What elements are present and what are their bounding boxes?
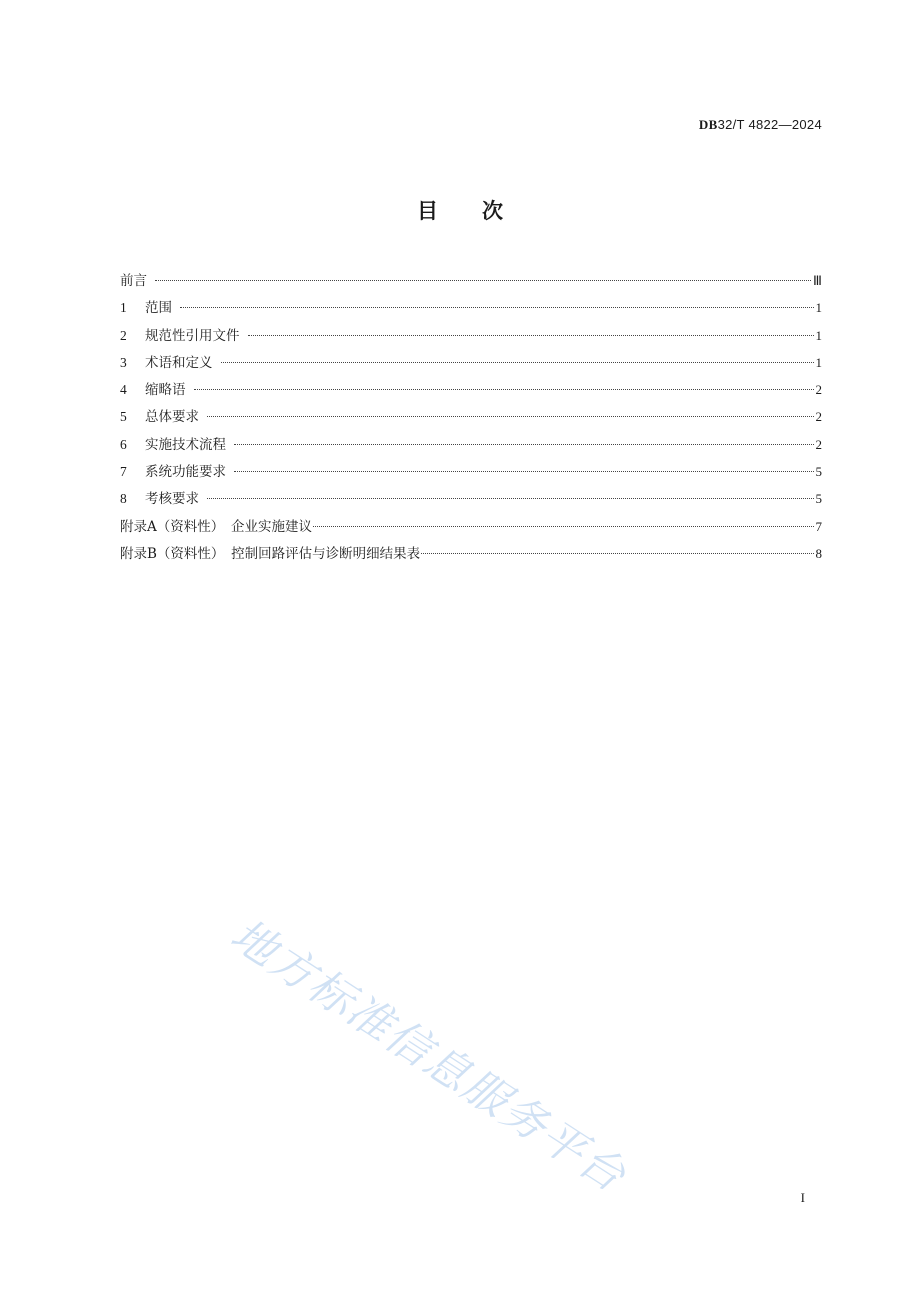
toc-dot-leader xyxy=(207,416,814,417)
toc-entry-number: 8 xyxy=(120,491,127,507)
toc-dot-leader xyxy=(180,307,814,308)
toc-entry-label: 系统功能要求 xyxy=(145,464,226,481)
toc-entry-label: 术语和定义 xyxy=(145,354,213,371)
toc-entry-page: 2 xyxy=(815,409,822,425)
standard-prefix: DB xyxy=(698,117,718,132)
toc-dot-leader xyxy=(194,389,814,390)
toc-entry-page: 2 xyxy=(815,382,822,398)
toc-entry-page: 1 xyxy=(815,327,822,343)
toc-entry-1[interactable] xyxy=(120,298,822,325)
toc-entry-8[interactable] xyxy=(120,489,822,516)
table-of-contents xyxy=(120,271,822,571)
toc-entry-label: 附录B（资料性） 控制回路评估与诊断明细结果表 xyxy=(120,545,421,562)
toc-entry-number: 4 xyxy=(120,382,127,398)
toc-entry-label: 考核要求 xyxy=(145,491,199,508)
toc-entry-number: 2 xyxy=(120,327,127,343)
toc-entry-label: 范围 xyxy=(145,300,172,317)
toc-entry-number: 3 xyxy=(120,354,127,370)
toc-entry-number: 5 xyxy=(120,409,127,425)
toc-entry-page: 2 xyxy=(815,436,822,452)
toc-entry-label: 总体要求 xyxy=(145,409,199,426)
toc-entry-label: 缩略语 xyxy=(145,382,186,399)
toc-entry-label: 实施技术流程 xyxy=(145,436,226,453)
toc-entry-3[interactable] xyxy=(120,353,822,380)
toc-dot-leader xyxy=(221,362,814,363)
toc-entry-6[interactable] xyxy=(120,435,822,462)
standard-code: 32/T 4822—2024 xyxy=(717,117,822,132)
toc-dot-leader xyxy=(234,444,814,445)
page-title: 目次 xyxy=(417,199,547,223)
toc-entry-label: 附录A（资料性） 企业实施建议 xyxy=(120,518,312,535)
toc-entry-5[interactable] xyxy=(120,407,822,434)
toc-entry-label: 前言 xyxy=(120,273,147,289)
toc-entry-appendix-b[interactable] xyxy=(120,544,822,571)
toc-dot-leader xyxy=(207,498,814,499)
toc-entry-page: 7 xyxy=(815,518,822,534)
toc-entry-label: 规范性引用文件 xyxy=(145,327,240,344)
toc-entry-number: 1 xyxy=(120,300,127,316)
toc-entry-appendix-a[interactable] xyxy=(120,517,822,544)
toc-entry-page: 5 xyxy=(815,491,822,507)
toc-entry-page: 1 xyxy=(815,354,822,370)
standard-number xyxy=(699,117,822,133)
toc-entry-page: Ⅲ xyxy=(813,273,822,288)
toc-entry-7[interactable] xyxy=(120,462,822,489)
toc-dot-leader xyxy=(155,280,811,281)
toc-entry-page: 5 xyxy=(815,464,822,480)
toc-entry-2[interactable] xyxy=(120,326,822,353)
toc-dot-leader xyxy=(313,526,814,527)
watermark: 地方标准信息服务平台 xyxy=(221,909,636,1203)
toc-entry-number: 6 xyxy=(120,436,127,452)
toc-dot-leader xyxy=(248,335,814,336)
toc-entry-page: 1 xyxy=(815,300,822,316)
toc-dot-leader xyxy=(234,471,814,472)
toc-entry-number: 7 xyxy=(120,464,127,480)
page-number: I xyxy=(800,1190,805,1205)
toc-entry-foreword[interactable] xyxy=(120,271,822,298)
toc-entry-4[interactable] xyxy=(120,380,822,407)
toc-dot-leader xyxy=(421,553,813,554)
toc-entry-page: 8 xyxy=(815,545,822,561)
